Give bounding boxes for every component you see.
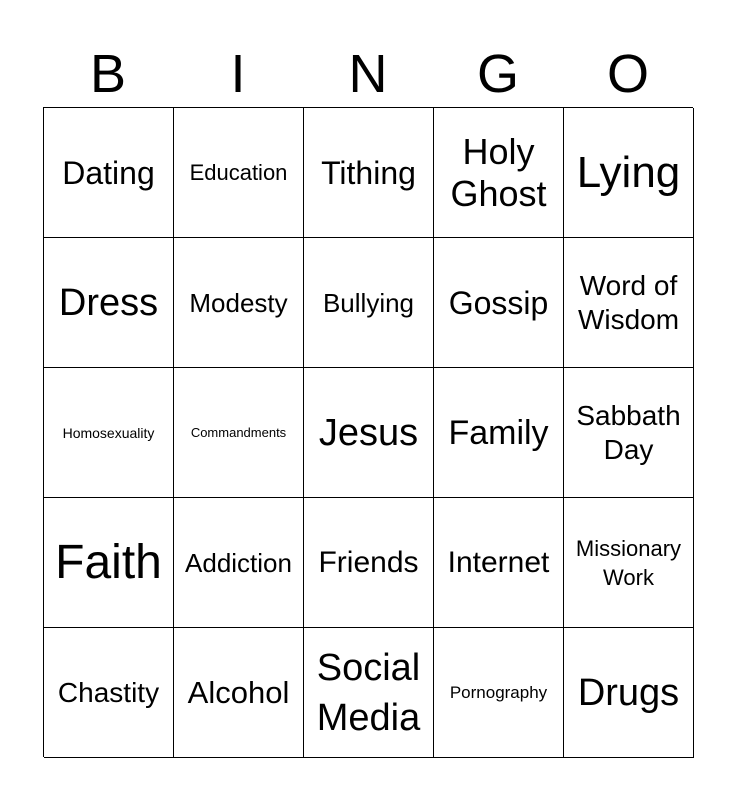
bingo-cell[interactable] xyxy=(174,628,304,758)
cell-label: Internet xyxy=(447,545,550,579)
bingo-cell[interactable] xyxy=(174,368,304,498)
bingo-cell[interactable] xyxy=(44,108,174,238)
cell-label: Dress xyxy=(58,281,159,324)
header-letter-n: N xyxy=(348,44,388,104)
cell-label: Drugs xyxy=(577,671,680,714)
bingo-cell[interactable] xyxy=(434,498,564,628)
cell-label: Social Media xyxy=(316,646,421,739)
bingo-cell[interactable] xyxy=(304,628,434,758)
cell-label: Gossip xyxy=(448,284,549,321)
bingo-cell[interactable] xyxy=(174,498,304,628)
bingo-cell[interactable] xyxy=(434,368,564,498)
bingo-cell[interactable] xyxy=(564,498,694,628)
bingo-header xyxy=(43,40,693,108)
bingo-cell[interactable] xyxy=(44,498,174,628)
header-letter-b: B xyxy=(89,44,127,104)
bingo-cell[interactable] xyxy=(304,238,434,368)
bingo-cell[interactable] xyxy=(434,108,564,238)
bingo-cell[interactable] xyxy=(564,238,694,368)
cell-label: Alcohol xyxy=(187,674,290,710)
cell-label: Education xyxy=(189,159,288,185)
cell-label: Friends xyxy=(318,545,419,579)
cell-label: Family xyxy=(448,413,549,452)
cell-label: Missionary Work xyxy=(575,535,682,590)
bingo-cell[interactable] xyxy=(304,108,434,238)
bingo-cell[interactable] xyxy=(44,368,174,498)
bingo-cell[interactable] xyxy=(174,108,304,238)
cell-label: Pornography xyxy=(449,682,548,702)
bingo-cell[interactable] xyxy=(564,108,694,238)
bingo-cell[interactable] xyxy=(564,368,694,498)
cell-label: Homosexuality xyxy=(62,424,155,441)
header-letter-g: G xyxy=(476,44,519,104)
cell-label: Commandments xyxy=(190,424,287,440)
cell-label: Lying xyxy=(576,147,681,197)
cell-label: Tithing xyxy=(321,154,416,191)
bingo-board xyxy=(43,107,693,757)
cell-label: Chastity xyxy=(57,676,160,708)
cell-label: Holy Ghost xyxy=(450,130,547,214)
cell-label: Addiction xyxy=(185,547,292,578)
bingo-cell[interactable] xyxy=(434,238,564,368)
header-letter-i: I xyxy=(230,44,246,104)
cell-label: Bullying xyxy=(322,287,415,318)
bingo-cell[interactable] xyxy=(174,238,304,368)
bingo-cell[interactable] xyxy=(304,368,434,498)
bingo-cell[interactable] xyxy=(44,238,174,368)
cell-label: Dating xyxy=(62,154,155,191)
cell-label: Faith xyxy=(55,535,162,589)
bingo-cell[interactable] xyxy=(564,628,694,758)
cell-label: Modesty xyxy=(189,287,288,318)
header-letter-o: O xyxy=(606,44,649,104)
cell-label: Jesus xyxy=(318,411,419,454)
bingo-cell[interactable] xyxy=(304,498,434,628)
bingo-cell[interactable] xyxy=(434,628,564,758)
cell-label: Sabbath Day xyxy=(576,399,681,465)
bingo-cell[interactable] xyxy=(44,628,174,758)
cell-label: Word of Wisdom xyxy=(577,269,680,335)
